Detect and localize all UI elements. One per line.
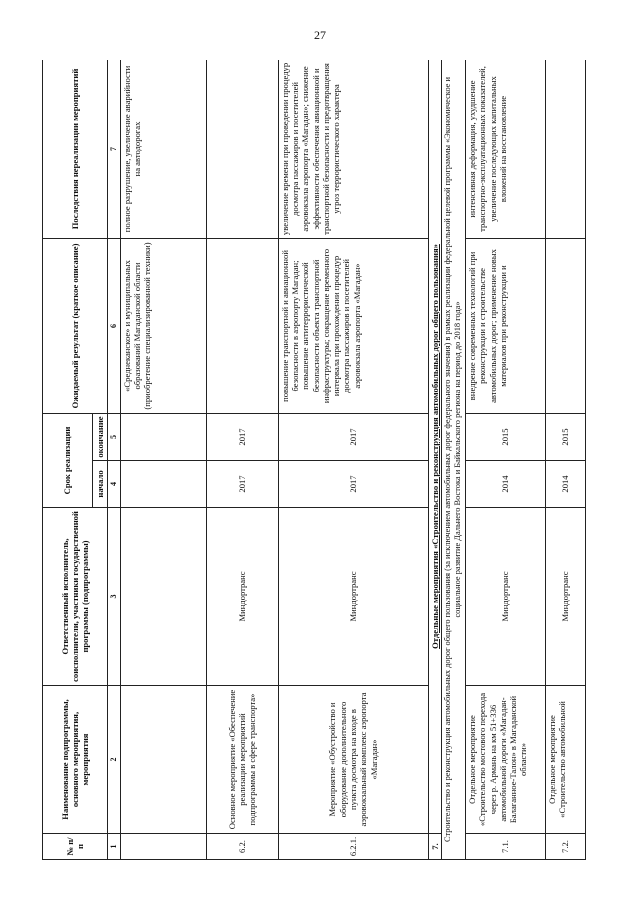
row-name [120, 686, 206, 834]
row-name: Отдельное мероприятие «Строительство мостового перехода через р. Армань на км 51+336 автомобильной дороги «Магадан-Балаганное-Талон» в Магаданской области» [465, 686, 545, 834]
row-consequence: интенсивная деформация, ухудшение транспортно-эксплуатационных показателей, увеличение последующих капитальных вложений на восстановление [465, 60, 545, 238]
header-name: Наименование подпрограммы, основного мероприятия, мероприятия [43, 686, 108, 834]
row-result: внедрение современных технологий при реконструкции и строительстве автомобильных дорог; применение новых материалов при реконструкции и [465, 238, 545, 413]
section-title: Отдельные мероприятия «Строительство и реконструкция автомобильных дорог общего пользования» [428, 60, 441, 834]
row-consequence: увеличение времени при проведении процедур досмотра пассажиров и посетителей аэровокзала аэропорта «Магадан»; снижение эффективности обеспечения авиационной и транспортной безопасности и предотвращения угроз террористического характера [278, 60, 428, 238]
row-start: 2017 [278, 461, 428, 508]
row-end [120, 413, 206, 460]
row-consequence: полное разрушение, увеличение аварийности на автодорогах [120, 60, 206, 238]
row-executor: Миндортранс [545, 508, 585, 686]
row-number: 6.2.1. [278, 834, 428, 860]
row-start: 2017 [206, 461, 278, 508]
row-executor: Миндортранс [278, 508, 428, 686]
section-subtitle-row [441, 60, 465, 860]
row-result: «Среднеканское» и муниципальных образований Магаданской области (приобретение специализированной техники) [120, 238, 206, 413]
col-number: 5 [108, 413, 121, 460]
row-start [120, 461, 206, 508]
header-term: Срок реализации [43, 413, 93, 507]
section-row [428, 60, 441, 860]
row-executor [120, 508, 206, 686]
col-number: 1 [108, 834, 121, 860]
row-name: Основное мероприятие «Обеспечение реализации мероприятий подпрограммы в сфере транспорта» [206, 686, 278, 834]
section-subtitle: Строительство и реконструкция автомобильных дорог общего пользования (за исключением автомобильных дорог федерального значения) в рамках реализации федеральной целевой программы «Экономическое и социальное развитие Дальнего Востока и Байкальского региона на период до 2018 года» [441, 60, 465, 860]
table-row [545, 60, 585, 860]
row-consequence [545, 60, 585, 238]
col-number: 6 [108, 238, 121, 413]
row-name: Отдельное мероприятие «Строительство автомобильной [545, 686, 585, 834]
header-result: Ожидаемый результат (краткое описание) [43, 238, 108, 413]
row-start: 2014 [465, 461, 545, 508]
row-end: 2015 [545, 413, 585, 460]
row-number [120, 834, 206, 860]
row-executor: Миндортранс [206, 508, 278, 686]
table-row [278, 60, 428, 860]
row-result: повышение транспортной и авиационной безопасности в аэропорту Магадан; повышение антитеррористической безопасности объекта транспортной инфраструктуры; сокращение временного интервала при прохождении процедур досмотра пассажиров и посетителей аэровокзала аэропорта «Магадан» [278, 238, 428, 413]
program-table [42, 60, 586, 860]
row-number: 6.2. [206, 834, 278, 860]
col-number: 7 [108, 60, 121, 238]
page-number: 27 [314, 28, 326, 42]
col-number: 2 [108, 686, 121, 834]
table-sheet [42, 60, 592, 860]
row-result [545, 238, 585, 413]
header-consequence: Последствия нереализации мероприятий [43, 60, 108, 238]
row-end: 2017 [278, 413, 428, 460]
row-number: 7.1. [465, 834, 545, 860]
col-number: 3 [108, 508, 121, 686]
row-executor: Миндортранс [465, 508, 545, 686]
row-number: 7.2. [545, 834, 585, 860]
header-end: окончание [93, 413, 108, 460]
row-name: Мероприятие «Обустройство и оборудование дополнительного пункта досмотра на входе в аэровокзальный комплекс аэропорта «Магадан» [278, 686, 428, 834]
row-result [206, 238, 278, 413]
header-start: начало [93, 461, 108, 508]
rotated-page [42, 60, 592, 860]
section-number: 7. [428, 834, 441, 860]
table-row [206, 60, 278, 860]
table-row [465, 60, 545, 860]
header-executor: Ответственный исполнитель, соисполнители, участники государственной программы (подпрограммы) [43, 508, 108, 686]
col-number: 4 [108, 461, 121, 508]
row-consequence [206, 60, 278, 238]
header-number: № п/п [43, 834, 108, 860]
row-end: 2015 [465, 413, 545, 460]
row-start: 2014 [545, 461, 585, 508]
table-row [120, 60, 206, 860]
row-end: 2017 [206, 413, 278, 460]
